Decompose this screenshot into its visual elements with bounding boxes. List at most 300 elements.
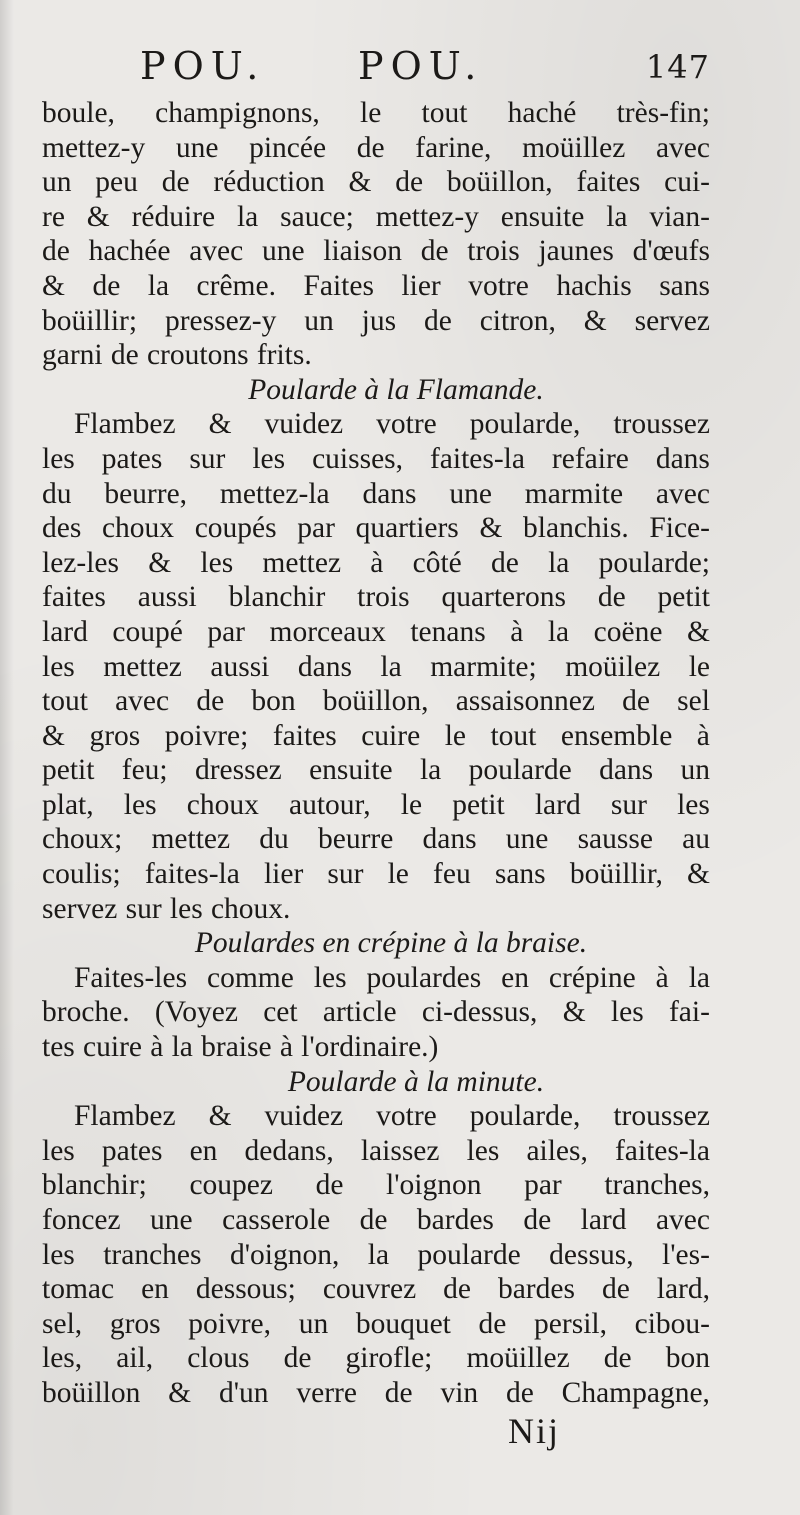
word: bardes bbox=[416, 1204, 494, 1236]
word: quarterons bbox=[441, 581, 566, 614]
body-text bbox=[42, 96, 710, 1411]
word: de bbox=[384, 1376, 413, 1409]
word: refaire bbox=[551, 442, 629, 475]
word: blanchir; bbox=[42, 1169, 147, 1202]
word: vin bbox=[440, 1376, 479, 1409]
word: beurre, bbox=[104, 477, 188, 510]
word: poularde, bbox=[469, 408, 581, 441]
word: cet bbox=[263, 996, 298, 1029]
page-gutter-shadow bbox=[0, 0, 14, 1515]
recipe-heading bbox=[42, 373, 710, 408]
word: à bbox=[696, 719, 710, 752]
word: ensemble bbox=[560, 719, 673, 752]
word: plat, bbox=[42, 788, 94, 821]
word: cui- bbox=[664, 166, 710, 199]
word: troussez bbox=[613, 1100, 710, 1133]
text-line bbox=[42, 753, 710, 788]
word: coëne bbox=[593, 615, 663, 648]
word: de bbox=[443, 1273, 471, 1306]
word: tes bbox=[42, 1031, 75, 1064]
text-line bbox=[42, 892, 710, 927]
word: trois bbox=[357, 581, 410, 614]
word: lard bbox=[534, 788, 581, 821]
word: le bbox=[360, 97, 382, 129]
word: sur bbox=[327, 858, 364, 891]
word: une bbox=[505, 823, 549, 856]
word: votre bbox=[376, 408, 437, 441]
word: tout bbox=[421, 97, 468, 129]
word: lard bbox=[580, 1204, 627, 1236]
text-line bbox=[42, 546, 710, 581]
word: quartiers bbox=[355, 512, 459, 545]
word: sel, bbox=[42, 1307, 83, 1340]
word: une bbox=[261, 235, 305, 268]
word: faites bbox=[576, 166, 641, 199]
recipe-heading-text: Poulardes en crépine à la braise. bbox=[194, 927, 588, 960]
text-line bbox=[42, 1168, 710, 1203]
word: faites-la bbox=[614, 1134, 710, 1167]
running-header bbox=[140, 44, 710, 88]
word: de bbox=[92, 269, 121, 302]
word: tomac bbox=[42, 1273, 115, 1306]
word: feu bbox=[433, 858, 471, 891]
word: les bbox=[677, 788, 710, 821]
word: choux bbox=[186, 788, 259, 821]
word: aussi bbox=[137, 581, 197, 614]
word: dressez bbox=[194, 754, 282, 787]
word: avec bbox=[655, 477, 710, 510]
word: jaunes bbox=[538, 235, 614, 268]
word: les bbox=[169, 892, 203, 925]
word: boule, bbox=[42, 97, 115, 129]
text-line bbox=[42, 234, 710, 269]
word: cuisses, bbox=[312, 442, 404, 475]
text-line bbox=[42, 304, 710, 339]
text-line bbox=[42, 96, 710, 131]
text-line bbox=[42, 1134, 710, 1169]
word: & bbox=[348, 166, 372, 199]
word: poivre, bbox=[188, 1307, 272, 1340]
word: une bbox=[150, 1204, 193, 1236]
header-word-left: POU. bbox=[140, 44, 266, 88]
word: cuire bbox=[361, 719, 421, 752]
word: peu bbox=[95, 166, 138, 199]
word: dedans, bbox=[244, 1134, 334, 1167]
recipe-heading bbox=[42, 926, 710, 961]
word: par bbox=[297, 512, 335, 545]
word: avec bbox=[189, 235, 244, 268]
word: réduction bbox=[213, 166, 325, 199]
word: les bbox=[200, 546, 234, 579]
word: morceaux bbox=[269, 615, 386, 648]
word: la bbox=[171, 1031, 193, 1064]
word: & bbox=[686, 615, 710, 648]
word: crépine bbox=[548, 961, 636, 994]
word: couvrez bbox=[322, 1273, 417, 1306]
word: choux bbox=[101, 512, 175, 545]
recipe-heading-text: Poularde à la minute. bbox=[287, 1065, 545, 1098]
word: côté bbox=[412, 546, 462, 579]
word: la bbox=[419, 754, 442, 787]
word: les bbox=[42, 1134, 75, 1167]
word: en bbox=[141, 1273, 169, 1306]
text-line bbox=[42, 1099, 710, 1134]
word: avec bbox=[115, 685, 170, 718]
recipe-heading bbox=[42, 1065, 710, 1100]
word: fai- bbox=[668, 996, 710, 1029]
text-line bbox=[42, 961, 710, 996]
word: les bbox=[610, 996, 644, 1029]
text-line bbox=[42, 338, 710, 373]
word: Flambez bbox=[74, 408, 176, 441]
word: vuidez bbox=[264, 408, 344, 441]
word: la bbox=[236, 200, 259, 233]
word: beurre bbox=[317, 823, 394, 856]
text-line bbox=[42, 477, 710, 512]
word: mettez-la bbox=[219, 477, 330, 510]
word: dans bbox=[422, 823, 477, 856]
word: bardes bbox=[497, 1273, 575, 1306]
word: sur bbox=[189, 442, 226, 475]
word: moüillez bbox=[466, 1342, 570, 1375]
word: Faites-les bbox=[74, 961, 188, 994]
header-word-right: POU. bbox=[358, 44, 484, 88]
word: tout bbox=[490, 719, 537, 752]
word: vuidez bbox=[264, 1100, 344, 1133]
word: faites bbox=[42, 581, 106, 614]
word: réduire bbox=[131, 200, 216, 233]
word: pressez-y bbox=[164, 304, 277, 337]
text-line bbox=[42, 200, 710, 235]
word: dans bbox=[297, 650, 352, 683]
text-line bbox=[42, 650, 710, 685]
word: les bbox=[466, 1134, 500, 1167]
word: poularde; bbox=[598, 546, 710, 579]
text-line bbox=[42, 165, 710, 200]
word: gros bbox=[109, 1307, 161, 1340]
word: de bbox=[478, 1307, 507, 1340]
word: à bbox=[279, 1031, 293, 1064]
word: poularde bbox=[468, 754, 572, 787]
word: petit bbox=[452, 788, 505, 821]
word: liaison bbox=[323, 235, 402, 268]
text-line bbox=[42, 822, 710, 857]
word: la bbox=[688, 961, 710, 994]
word: d'un bbox=[218, 1376, 269, 1409]
word: dessus, bbox=[549, 1238, 634, 1271]
word: les bbox=[42, 442, 75, 475]
word: de bbox=[523, 1204, 552, 1236]
word: trois bbox=[467, 235, 520, 268]
word: sur bbox=[125, 892, 162, 925]
word: & bbox=[86, 200, 110, 233]
word: sauce; bbox=[280, 200, 354, 233]
word: vian- bbox=[649, 200, 710, 233]
word: en bbox=[189, 1134, 218, 1167]
word: au bbox=[682, 823, 710, 856]
word: très-fin; bbox=[616, 97, 710, 129]
word: tout bbox=[42, 685, 88, 718]
word: mettez-y bbox=[42, 131, 146, 164]
word: tranches, bbox=[604, 1169, 710, 1202]
word: à bbox=[150, 1031, 164, 1064]
text-line bbox=[42, 788, 710, 823]
word: ci-dessus, bbox=[421, 996, 538, 1029]
text-line bbox=[42, 131, 710, 166]
word: hachée bbox=[88, 235, 171, 268]
word: de bbox=[196, 685, 225, 718]
word: un bbox=[42, 166, 72, 199]
word: bouquet bbox=[355, 1307, 451, 1340]
word: mettez-y bbox=[375, 200, 479, 233]
word: la bbox=[367, 1238, 390, 1271]
word: sel bbox=[677, 685, 710, 718]
word: coulis; bbox=[42, 858, 121, 891]
text-line bbox=[42, 511, 710, 546]
word: de bbox=[161, 166, 190, 199]
word: le bbox=[444, 719, 466, 752]
word: poularde, bbox=[469, 1100, 581, 1133]
word: du bbox=[42, 477, 72, 510]
word: & bbox=[479, 512, 503, 545]
word: la bbox=[548, 546, 570, 579]
word: moüillez bbox=[522, 131, 626, 164]
word: crême. bbox=[196, 269, 276, 302]
word: dans bbox=[362, 477, 417, 510]
word: assaisonnez bbox=[455, 685, 595, 718]
word: & bbox=[42, 269, 65, 302]
word: la bbox=[547, 615, 570, 648]
word: foncez bbox=[42, 1204, 121, 1236]
word: laissez bbox=[360, 1134, 440, 1167]
word: & bbox=[687, 858, 710, 891]
word: à bbox=[510, 615, 524, 648]
word: girofle; bbox=[345, 1342, 433, 1375]
word: & bbox=[168, 1376, 192, 1409]
word: frits. bbox=[256, 339, 312, 372]
signature-mark: Nij bbox=[508, 1411, 561, 1451]
word: la bbox=[606, 200, 628, 233]
word: de bbox=[622, 685, 650, 718]
word: du bbox=[259, 823, 289, 856]
word: Faites bbox=[303, 269, 374, 302]
word: boüillir, bbox=[569, 858, 663, 891]
word: boüillir; bbox=[42, 304, 138, 337]
word: tranches bbox=[103, 1238, 202, 1271]
word: d'œufs bbox=[632, 235, 710, 268]
word: & bbox=[208, 408, 232, 441]
word: de bbox=[42, 235, 70, 268]
word: un bbox=[298, 1307, 329, 1340]
word: en bbox=[501, 961, 529, 994]
text-line bbox=[42, 269, 710, 304]
word: ailes, bbox=[526, 1134, 588, 1167]
word: les, bbox=[42, 1342, 83, 1375]
text-line bbox=[42, 719, 710, 754]
word: mettez bbox=[151, 823, 231, 856]
word: de bbox=[490, 546, 519, 579]
word: d'oignon, bbox=[229, 1238, 340, 1271]
word: pincée bbox=[249, 131, 327, 164]
word: le bbox=[688, 650, 710, 683]
word: faites bbox=[272, 719, 337, 752]
text-line bbox=[42, 1272, 710, 1307]
word: petit bbox=[657, 581, 710, 614]
text-line bbox=[42, 407, 710, 442]
word: pates bbox=[101, 1134, 163, 1167]
word: garni bbox=[42, 339, 103, 372]
word: boüillon, bbox=[446, 166, 553, 199]
word: lez-les bbox=[42, 546, 119, 579]
page-number: 147 bbox=[645, 48, 710, 86]
word: choux; bbox=[42, 823, 123, 856]
word: dans bbox=[599, 754, 654, 787]
word: servez bbox=[634, 304, 710, 337]
word: champignons, bbox=[155, 97, 320, 129]
word: dessous; bbox=[195, 1273, 296, 1306]
recipe-heading-text: Poularde à la Flamande. bbox=[248, 373, 544, 406]
word: la bbox=[147, 269, 170, 302]
word: avec bbox=[655, 1204, 710, 1236]
word: croutons bbox=[146, 339, 249, 372]
word: une bbox=[175, 131, 219, 164]
word: servez bbox=[42, 892, 118, 925]
word: de bbox=[423, 304, 452, 337]
word: hachis bbox=[556, 269, 632, 302]
word: & bbox=[562, 996, 586, 1029]
word: votre bbox=[468, 269, 529, 302]
word: coupé bbox=[112, 615, 183, 648]
word: gros bbox=[89, 719, 141, 752]
word: de bbox=[505, 1376, 534, 1409]
word: (Voyez bbox=[154, 996, 238, 1029]
word: sausse bbox=[577, 823, 653, 856]
word: lard bbox=[42, 615, 88, 648]
word: à bbox=[655, 961, 669, 994]
word: sans bbox=[659, 269, 710, 302]
word: comme bbox=[207, 961, 294, 994]
word: troussez bbox=[613, 408, 710, 441]
word: blanchis. bbox=[523, 512, 629, 545]
word: une bbox=[449, 477, 492, 510]
word: ensuite bbox=[500, 200, 585, 233]
word: feu; bbox=[121, 754, 168, 787]
text-line bbox=[42, 1341, 710, 1376]
word: les bbox=[123, 788, 157, 821]
word: marmite; bbox=[430, 650, 537, 683]
word: mettez bbox=[103, 650, 182, 683]
word: à bbox=[370, 546, 384, 579]
word: de bbox=[420, 235, 449, 268]
word: lier bbox=[401, 269, 441, 302]
text-line bbox=[42, 995, 710, 1030]
word: & bbox=[42, 719, 65, 752]
word: coupez bbox=[189, 1169, 273, 1202]
word: & bbox=[583, 304, 607, 337]
word: clous bbox=[187, 1342, 250, 1375]
word: choux. bbox=[210, 892, 291, 925]
word: faites-la bbox=[429, 442, 525, 475]
word: & bbox=[148, 546, 172, 579]
word: l'ordinaire.) bbox=[301, 1031, 439, 1064]
word: persil, bbox=[534, 1307, 607, 1340]
word: de bbox=[395, 166, 424, 199]
word: haché bbox=[507, 97, 577, 129]
word: autour, bbox=[289, 788, 371, 821]
word: de bbox=[315, 1169, 344, 1202]
word: boüillon, bbox=[322, 685, 429, 718]
word: l'es- bbox=[662, 1238, 710, 1271]
word: dans bbox=[655, 442, 710, 475]
word: re bbox=[42, 200, 65, 233]
text-line bbox=[42, 1238, 710, 1273]
text-line bbox=[42, 684, 710, 719]
word: broche. bbox=[42, 996, 130, 1029]
word: le bbox=[387, 858, 409, 891]
word: de bbox=[283, 1342, 312, 1375]
word: sans bbox=[494, 858, 546, 891]
word: ail, bbox=[116, 1342, 154, 1375]
word: verre bbox=[296, 1376, 357, 1409]
word: les bbox=[252, 442, 286, 475]
word: & bbox=[208, 1100, 232, 1133]
word: aussi bbox=[210, 650, 270, 683]
text-line bbox=[42, 1307, 710, 1342]
word: par bbox=[207, 615, 246, 648]
text-line bbox=[42, 1376, 710, 1411]
word: de bbox=[603, 1342, 632, 1375]
word: citron, bbox=[479, 304, 556, 337]
word: boüillon bbox=[42, 1376, 141, 1409]
word: braise bbox=[201, 1031, 272, 1064]
word: l'oignon bbox=[386, 1169, 482, 1202]
word: pates bbox=[101, 442, 163, 475]
word: poivre; bbox=[164, 719, 249, 752]
word: jus bbox=[361, 304, 397, 337]
text-line bbox=[42, 1203, 710, 1238]
word: les bbox=[42, 1238, 75, 1271]
word: Champagne, bbox=[561, 1376, 710, 1409]
word: farine, bbox=[415, 131, 492, 164]
word: les bbox=[313, 961, 347, 994]
word: ensuite bbox=[309, 754, 393, 787]
word: bon bbox=[251, 685, 296, 718]
text-line bbox=[42, 615, 710, 650]
word: faites-la bbox=[144, 858, 240, 891]
word: poulardes bbox=[366, 961, 482, 994]
word: cibou- bbox=[634, 1307, 710, 1340]
word: blanchir bbox=[228, 581, 326, 614]
word: moüilez bbox=[565, 650, 661, 683]
word: article bbox=[322, 996, 397, 1029]
word: cuire bbox=[83, 1031, 142, 1064]
word: votre bbox=[376, 1100, 437, 1133]
word: de bbox=[356, 131, 385, 164]
word: sur bbox=[610, 788, 647, 821]
word: par bbox=[524, 1169, 562, 1202]
word: bon bbox=[665, 1342, 710, 1375]
text-line bbox=[42, 1030, 710, 1065]
word: avec bbox=[655, 131, 710, 164]
word: lier bbox=[263, 858, 304, 891]
word: des bbox=[42, 512, 82, 545]
word: un bbox=[680, 754, 710, 787]
word: lard, bbox=[656, 1273, 710, 1306]
word: poularde bbox=[417, 1238, 521, 1271]
word: de bbox=[110, 339, 139, 372]
word: mettez bbox=[262, 546, 342, 579]
word: la bbox=[380, 650, 402, 683]
